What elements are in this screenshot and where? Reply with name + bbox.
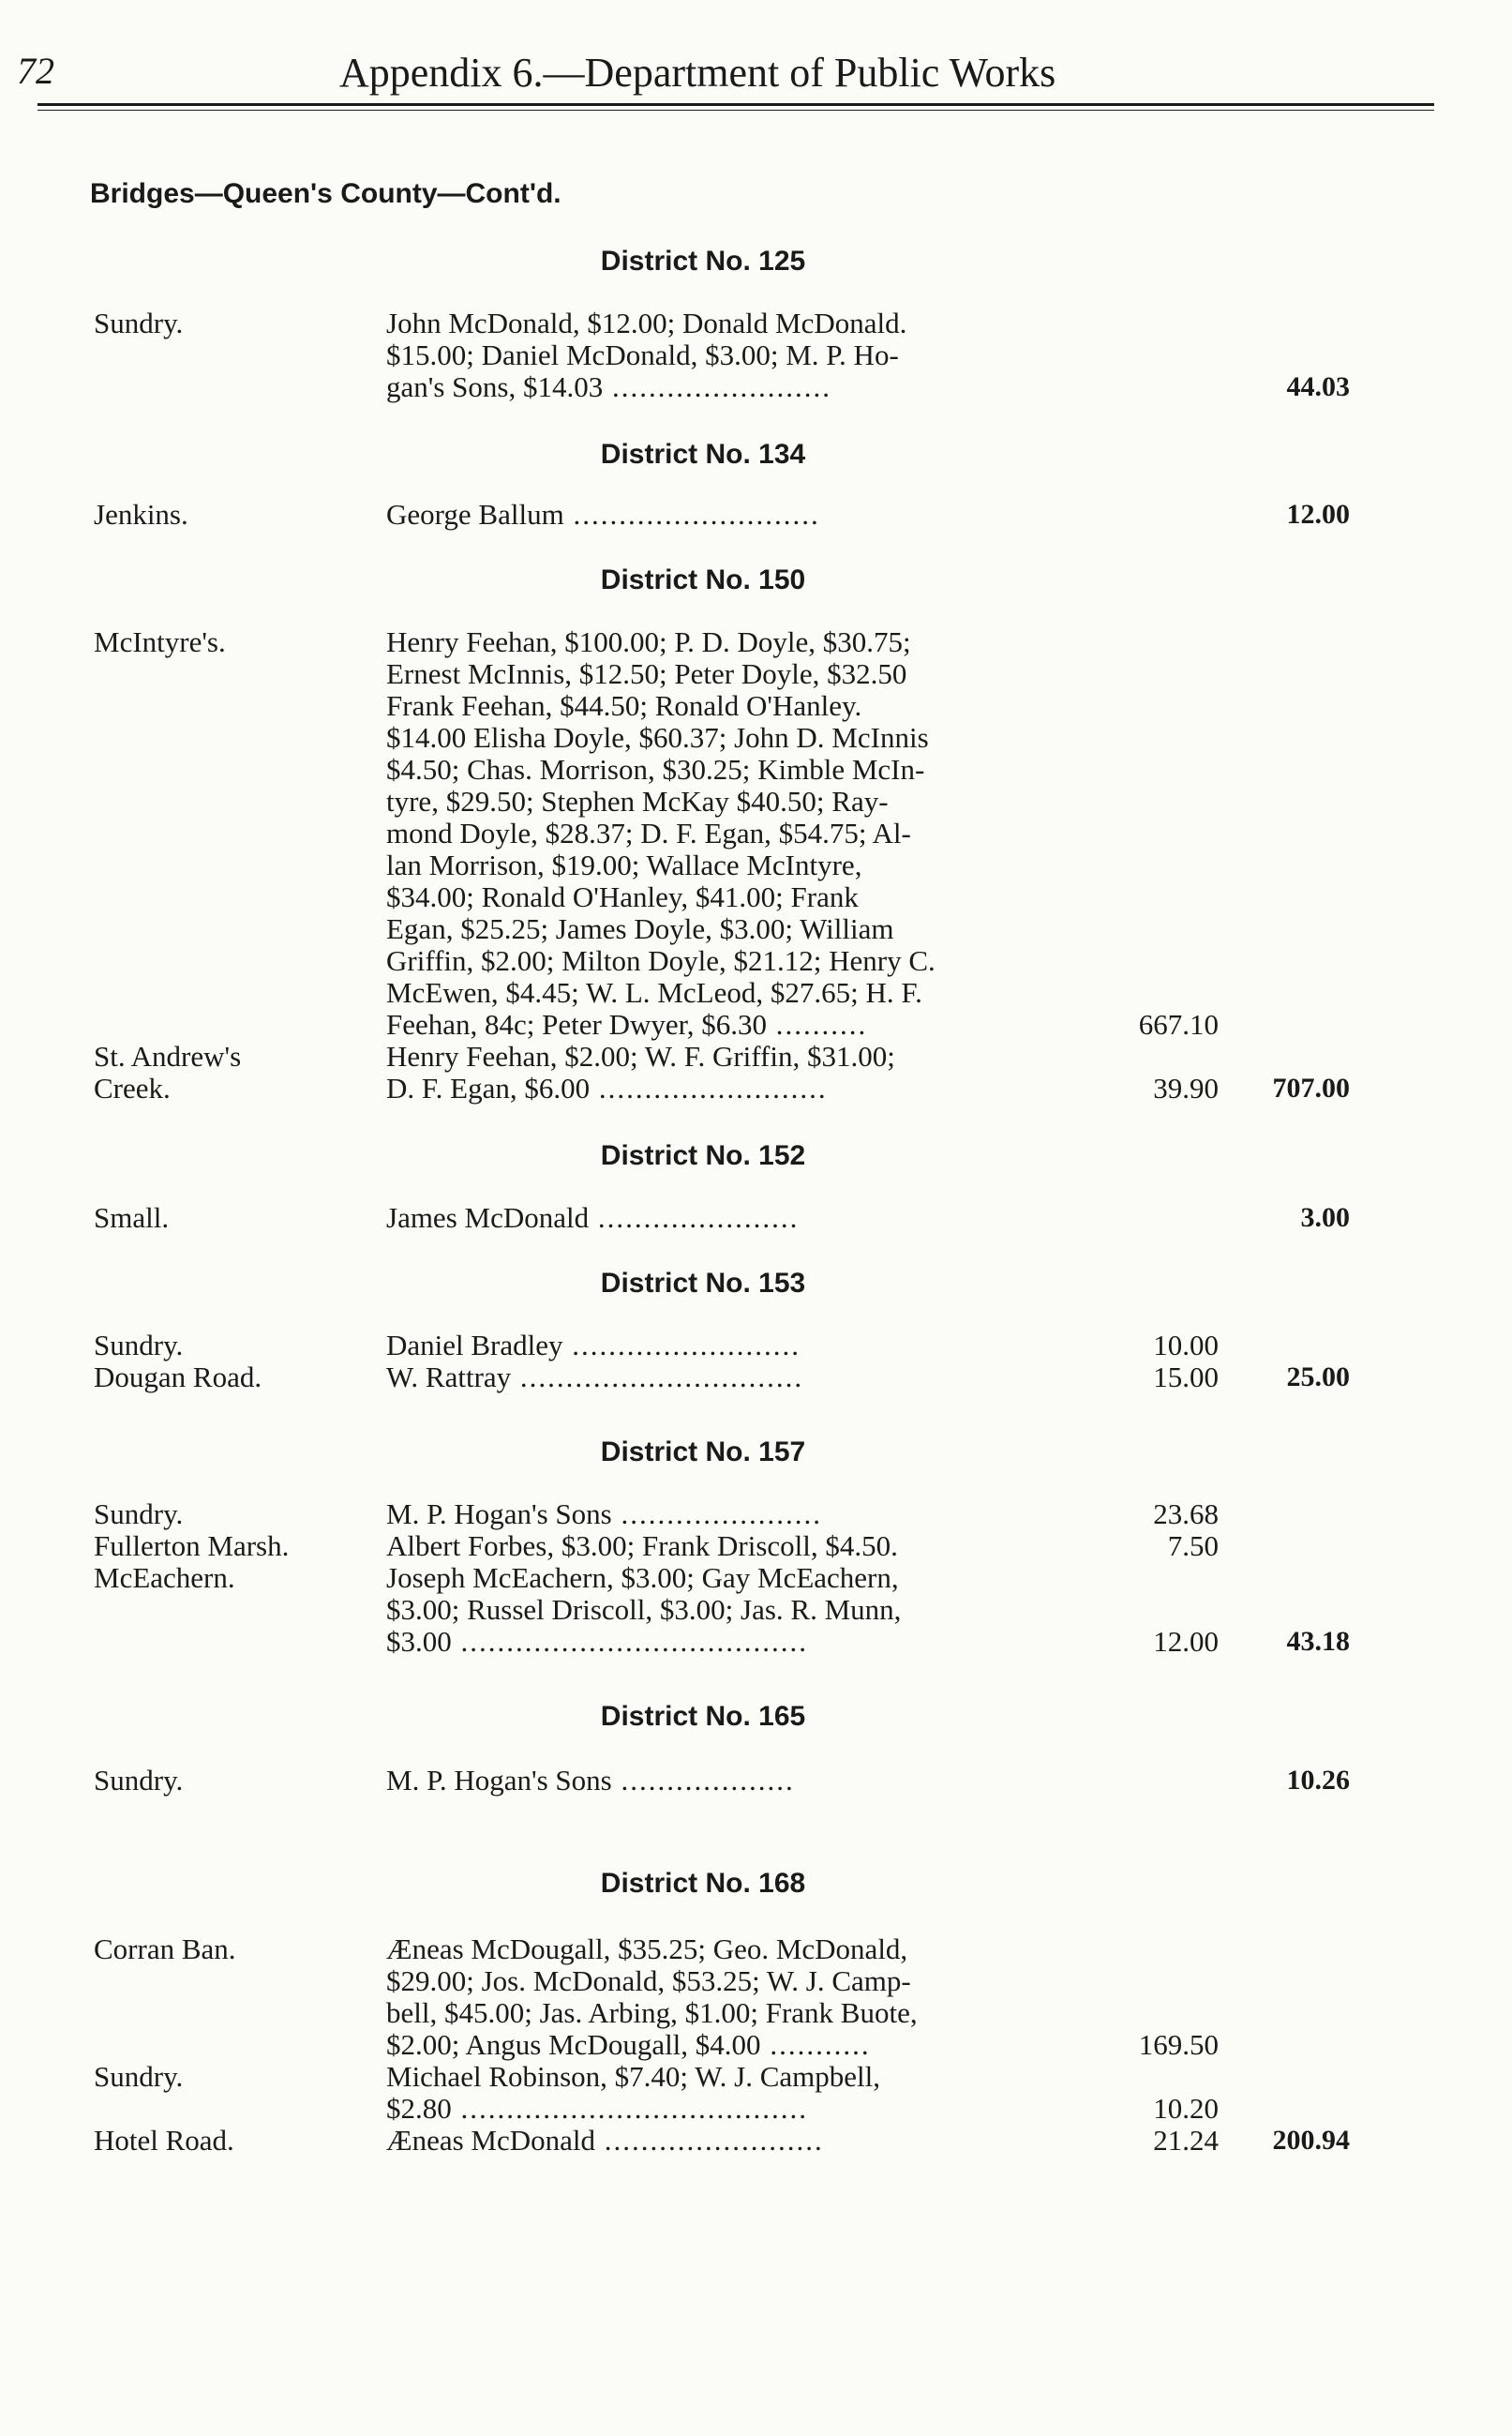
row-label: Sundry. [94, 1764, 184, 1797]
entry-line: D. F. Egan, $6.00 ......................... [386, 1072, 828, 1105]
district-total: 43.18 [1286, 1626, 1350, 1657]
entry-line: Michael Robinson, $7.40; W. J. Campbell, [386, 2060, 880, 2093]
district-heading: District No. 134 [600, 439, 806, 470]
subtotal: 39.90 [1153, 1072, 1219, 1105]
row-label: Small. [94, 1201, 170, 1234]
page-title: Appendix 6.—Department of Public Works [339, 50, 1056, 96]
entry-line: $34.00; Ronald O'Hanley, $41.00; Frank [386, 880, 859, 913]
district-heading: District No. 125 [600, 246, 806, 277]
subtotal: 15.00 [1153, 1361, 1219, 1393]
subtotal: 10.20 [1153, 2092, 1219, 2125]
entry-line: M. P. Hogan's Sons ................... [386, 1764, 795, 1797]
entry-line: Henry Feehan, $100.00; P. D. Doyle, $30.75; [386, 625, 911, 658]
entry-line: $15.00; Daniel McDonald, $3.00; M. P. Ho- [386, 338, 899, 371]
district-heading: District No. 168 [600, 1868, 806, 1899]
district-heading: District No. 150 [600, 564, 806, 595]
district-total: 707.00 [1272, 1073, 1350, 1104]
district-heading: District No. 152 [600, 1140, 806, 1171]
row-label: Corran Ban. [94, 1932, 236, 1965]
entry-line: Æneas McDonald ........................ [386, 2124, 824, 2157]
entry-line: Feehan, 84c; Peter Dwyer, $6.30 .......... [386, 1008, 868, 1041]
entry-line: James McDonald ...................... [386, 1201, 800, 1234]
row-label: Sundry. [94, 1497, 184, 1530]
subtotal: 10.00 [1153, 1329, 1219, 1361]
row-label: Dougan Road. [94, 1361, 262, 1393]
entry-line: $29.00; Jos. McDonald, $53.25; W. J. Camp- [386, 1964, 911, 1997]
entry-line: John McDonald, $12.00; Donald McDonald. [386, 307, 907, 339]
subtotal: 667.10 [1138, 1008, 1219, 1041]
entry-line: Daniel Bradley ......................... [386, 1329, 801, 1361]
entry-line: M. P. Hogan's Sons ...................... [386, 1497, 822, 1530]
district-heading: District No. 153 [600, 1268, 806, 1299]
subtotal: 7.50 [1167, 1529, 1219, 1562]
entry-line: W. Rattray ............................... [386, 1361, 804, 1393]
entry-line: $3.00 ...................................... [386, 1625, 808, 1658]
entry-line: tyre, $29.50; Stephen McKay $40.50; Ray- [386, 785, 889, 818]
district-total: 200.94 [1272, 2125, 1350, 2156]
district-total: 25.00 [1286, 1361, 1350, 1392]
entry-line: Egan, $25.25; James Doyle, $3.00; William [386, 912, 894, 945]
district-total: 3.00 [1300, 1202, 1350, 1233]
entry-line: Griffin, $2.00; Milton Doyle, $21.12; Henry C. [386, 944, 936, 977]
subtotal: 169.50 [1138, 2028, 1219, 2061]
entry-line: Albert Forbes, $3.00; Frank Driscoll, $4.50. [386, 1529, 898, 1562]
subtotal: 23.68 [1153, 1497, 1219, 1530]
row-label: Jenkins. [94, 498, 188, 531]
subtotal: 12.00 [1153, 1625, 1219, 1658]
entry-line: bell, $45.00; Jas. Arbing, $1.00; Frank Buote, [386, 1996, 918, 2029]
district-total: 12.00 [1286, 499, 1350, 530]
row-label: Fullerton Marsh. [94, 1529, 290, 1562]
row-label: Sundry. [94, 307, 184, 339]
entry-line: Ernest McInnis, $12.50; Peter Doyle, $32.50 [386, 657, 907, 690]
district-total: 10.26 [1286, 1765, 1350, 1796]
row-label: McIntyre's. [94, 625, 226, 658]
entry-line: McEwen, $4.45; W. L. McLeod, $27.65; H. F. [386, 976, 922, 1009]
row-label: Sundry. [94, 2060, 184, 2093]
row-label: McEachern. [94, 1561, 235, 1594]
entry-line: $4.50; Chas. Morrison, $30.25; Kimble McIn- [386, 753, 925, 786]
district-heading: District No. 165 [600, 1701, 806, 1732]
row-label: Hotel Road. [94, 2124, 234, 2157]
row-label: Sundry. [94, 1329, 184, 1361]
entry-line: $14.00 Elisha Doyle, $60.37; John D. McInnis [386, 721, 929, 754]
entry-line: $2.00; Angus McDougall, $4.00 ........... [386, 2028, 871, 2061]
entry-line: Henry Feehan, $2.00; W. F. Griffin, $31.00; [386, 1040, 895, 1073]
district-heading: District No. 157 [600, 1436, 806, 1467]
row-label: Creek. [94, 1072, 171, 1105]
header-rule [37, 103, 1434, 106]
section-subtitle: Bridges—Queen's County—Cont'd. [90, 178, 561, 209]
entry-line: Joseph McEachern, $3.00; Gay McEachern, [386, 1561, 899, 1594]
entry-line: $2.80 ...................................... [386, 2092, 808, 2125]
entry-line: George Ballum ........................... [386, 498, 820, 531]
entry-line: Frank Feehan, $44.50; Ronald O'Hanley. [386, 689, 862, 722]
subtotal: 21.24 [1153, 2124, 1219, 2157]
entry-line: gan's Sons, $14.03 ........................ [386, 370, 831, 403]
entry-line: lan Morrison, $19.00; Wallace McIntyre, [386, 849, 862, 881]
entry-line: Æneas McDougall, $35.25; Geo. McDonald, [386, 1932, 908, 1965]
district-total: 44.03 [1286, 371, 1350, 402]
entry-line: mond Doyle, $28.37; D. F. Egan, $54.75; Al- [386, 817, 911, 850]
entry-line: $3.00; Russel Driscoll, $3.00; Jas. R. Munn, [386, 1593, 902, 1626]
page-number: 72 [17, 50, 54, 92]
header-rule-thin [37, 110, 1434, 111]
row-label: St. Andrew's [94, 1040, 242, 1073]
